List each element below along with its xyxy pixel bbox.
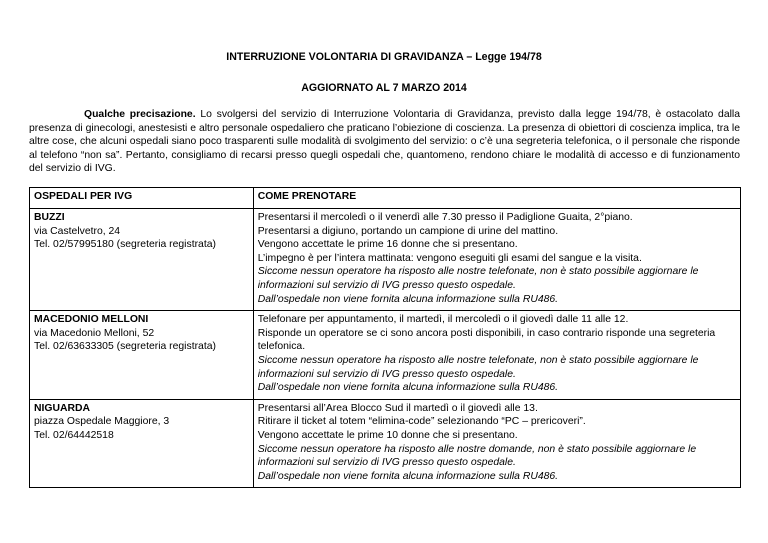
booking-line: Presentarsi il mercoledì o il venerdì alle 7.30 presso il Padiglione Guaita, 2°piano.: [257, 212, 633, 223]
intro-paragraph: [29, 108, 740, 176]
booking-cell: [253, 311, 740, 400]
intro-text: Lo svolgersi del servizio di Interruzione Volontaria di Gravidanza, previsto dalla legge 194/78, è ostacolato dalla presenza di ginecologi, anestesisti e altro personale ospedaliero che praticano l’obiezione di coscienza. La presenza di obiettori di coscienza implica, tra le altre cose, che alcuni ospedali siano poco trasparenti sulle modalità di svolgimento del servizio: o c’è una segreteria telefonica, o il personale che risponde al telefono “non sa”. Pertanto, consigliamo di recarsi presso quegli ospedali che, quantomeno, rendono chiare le modalità di accesso e di funzionamento del servizio di IVG.: [29, 109, 740, 175]
booking-note: Siccome nessun operatore ha risposto alle nostre telefonate, non è stato possibile aggiornare le informazioni sul servizio di IVG presso questo ospedale.: [257, 354, 699, 380]
booking-cell: [253, 399, 740, 488]
booking-line: Vengono accettate le prime 16 donne che si presentano.: [257, 239, 518, 251]
update-date: AGGIORNATO AL 7 MARZO 2014: [301, 82, 467, 94]
booking-note: Dall’ospedale non viene fornita alcuna informazione sulla RU486.: [257, 470, 559, 482]
hospital-address: via Castelvetro, 24: [34, 225, 121, 237]
booking-note: Siccome nessun operatore ha risposto alle nostre domande, non è stato possibile aggiornare le informazioni sul servizio di IVG presso questo ospedale.: [257, 443, 697, 469]
booking-line: Presentarsi a digiuno, portando un campione di urine del mattino.: [257, 225, 559, 237]
booking-line: Presentarsi all’Area Blocco Sud il martedì o il giovedì alle 13.: [257, 402, 538, 414]
booking-line: Telefonare per appuntamento, il martedì, il mercoledì o il giovedì dalle 11 alle 12.: [257, 314, 629, 326]
hospital-cell: [30, 311, 254, 400]
hospital-address: via Macedonio Melloni, 52: [34, 327, 155, 339]
hospital-phone: Tel. 02/63633305 (segreteria registrata): [34, 341, 216, 353]
table-row: [30, 311, 741, 400]
booking-note: Dall’ospedale non viene fornita alcuna informazione sulla RU486.: [257, 293, 559, 305]
booking-line: Ritirare il ticket al totem “elimina-code” selezionando “PC – prericoveri”.: [257, 416, 586, 428]
hospitals-table: [29, 187, 741, 488]
table-header-row: [30, 188, 741, 209]
hospital-cell: [30, 399, 254, 488]
intro-lead: Qualche precisazione.: [84, 109, 196, 120]
hospital-address: piazza Ospedale Maggiore, 3: [34, 416, 170, 428]
booking-cell: [253, 209, 740, 311]
page-title: INTERRUZIONE VOLONTARIA DI GRAVIDANZA – Legge 194/78: [226, 51, 542, 63]
booking-line: Vengono accettate le prime 10 donne che si presentano.: [257, 429, 518, 441]
hospital-name: NIGUARDA: [34, 402, 90, 414]
hospital-phone: Tel. 02/64442518: [34, 429, 114, 441]
booking-note: Dall’ospedale non viene fornita alcuna informazione sulla RU486.: [257, 382, 559, 394]
hospital-phone: Tel. 02/57995180 (segreteria registrata): [34, 239, 216, 251]
hospital-name: MACEDONIO MELLONI: [34, 314, 149, 326]
header-hospitals: OSPEDALI PER IVG: [30, 188, 254, 209]
booking-line: Risponde un operatore se ci sono ancora posti disponibili, in caso contrario risponde una segreteria telefonica.: [257, 327, 716, 353]
booking-note: Siccome nessun operatore ha risposto alle nostre telefonate, non è stato possibile aggiornare le informazioni sul servizio di IVG presso questo ospedale.: [257, 266, 699, 291]
header-booking: COME PRENOTARE: [253, 188, 740, 209]
booking-line: L’impegno è per l’intera mattinata: vengono eseguiti gli esami del sangue e la visita.: [257, 252, 642, 264]
hospital-cell: [30, 209, 254, 311]
table-row: [30, 209, 741, 311]
table-row: [30, 399, 741, 488]
hospital-name: BUZZI: [34, 212, 65, 223]
